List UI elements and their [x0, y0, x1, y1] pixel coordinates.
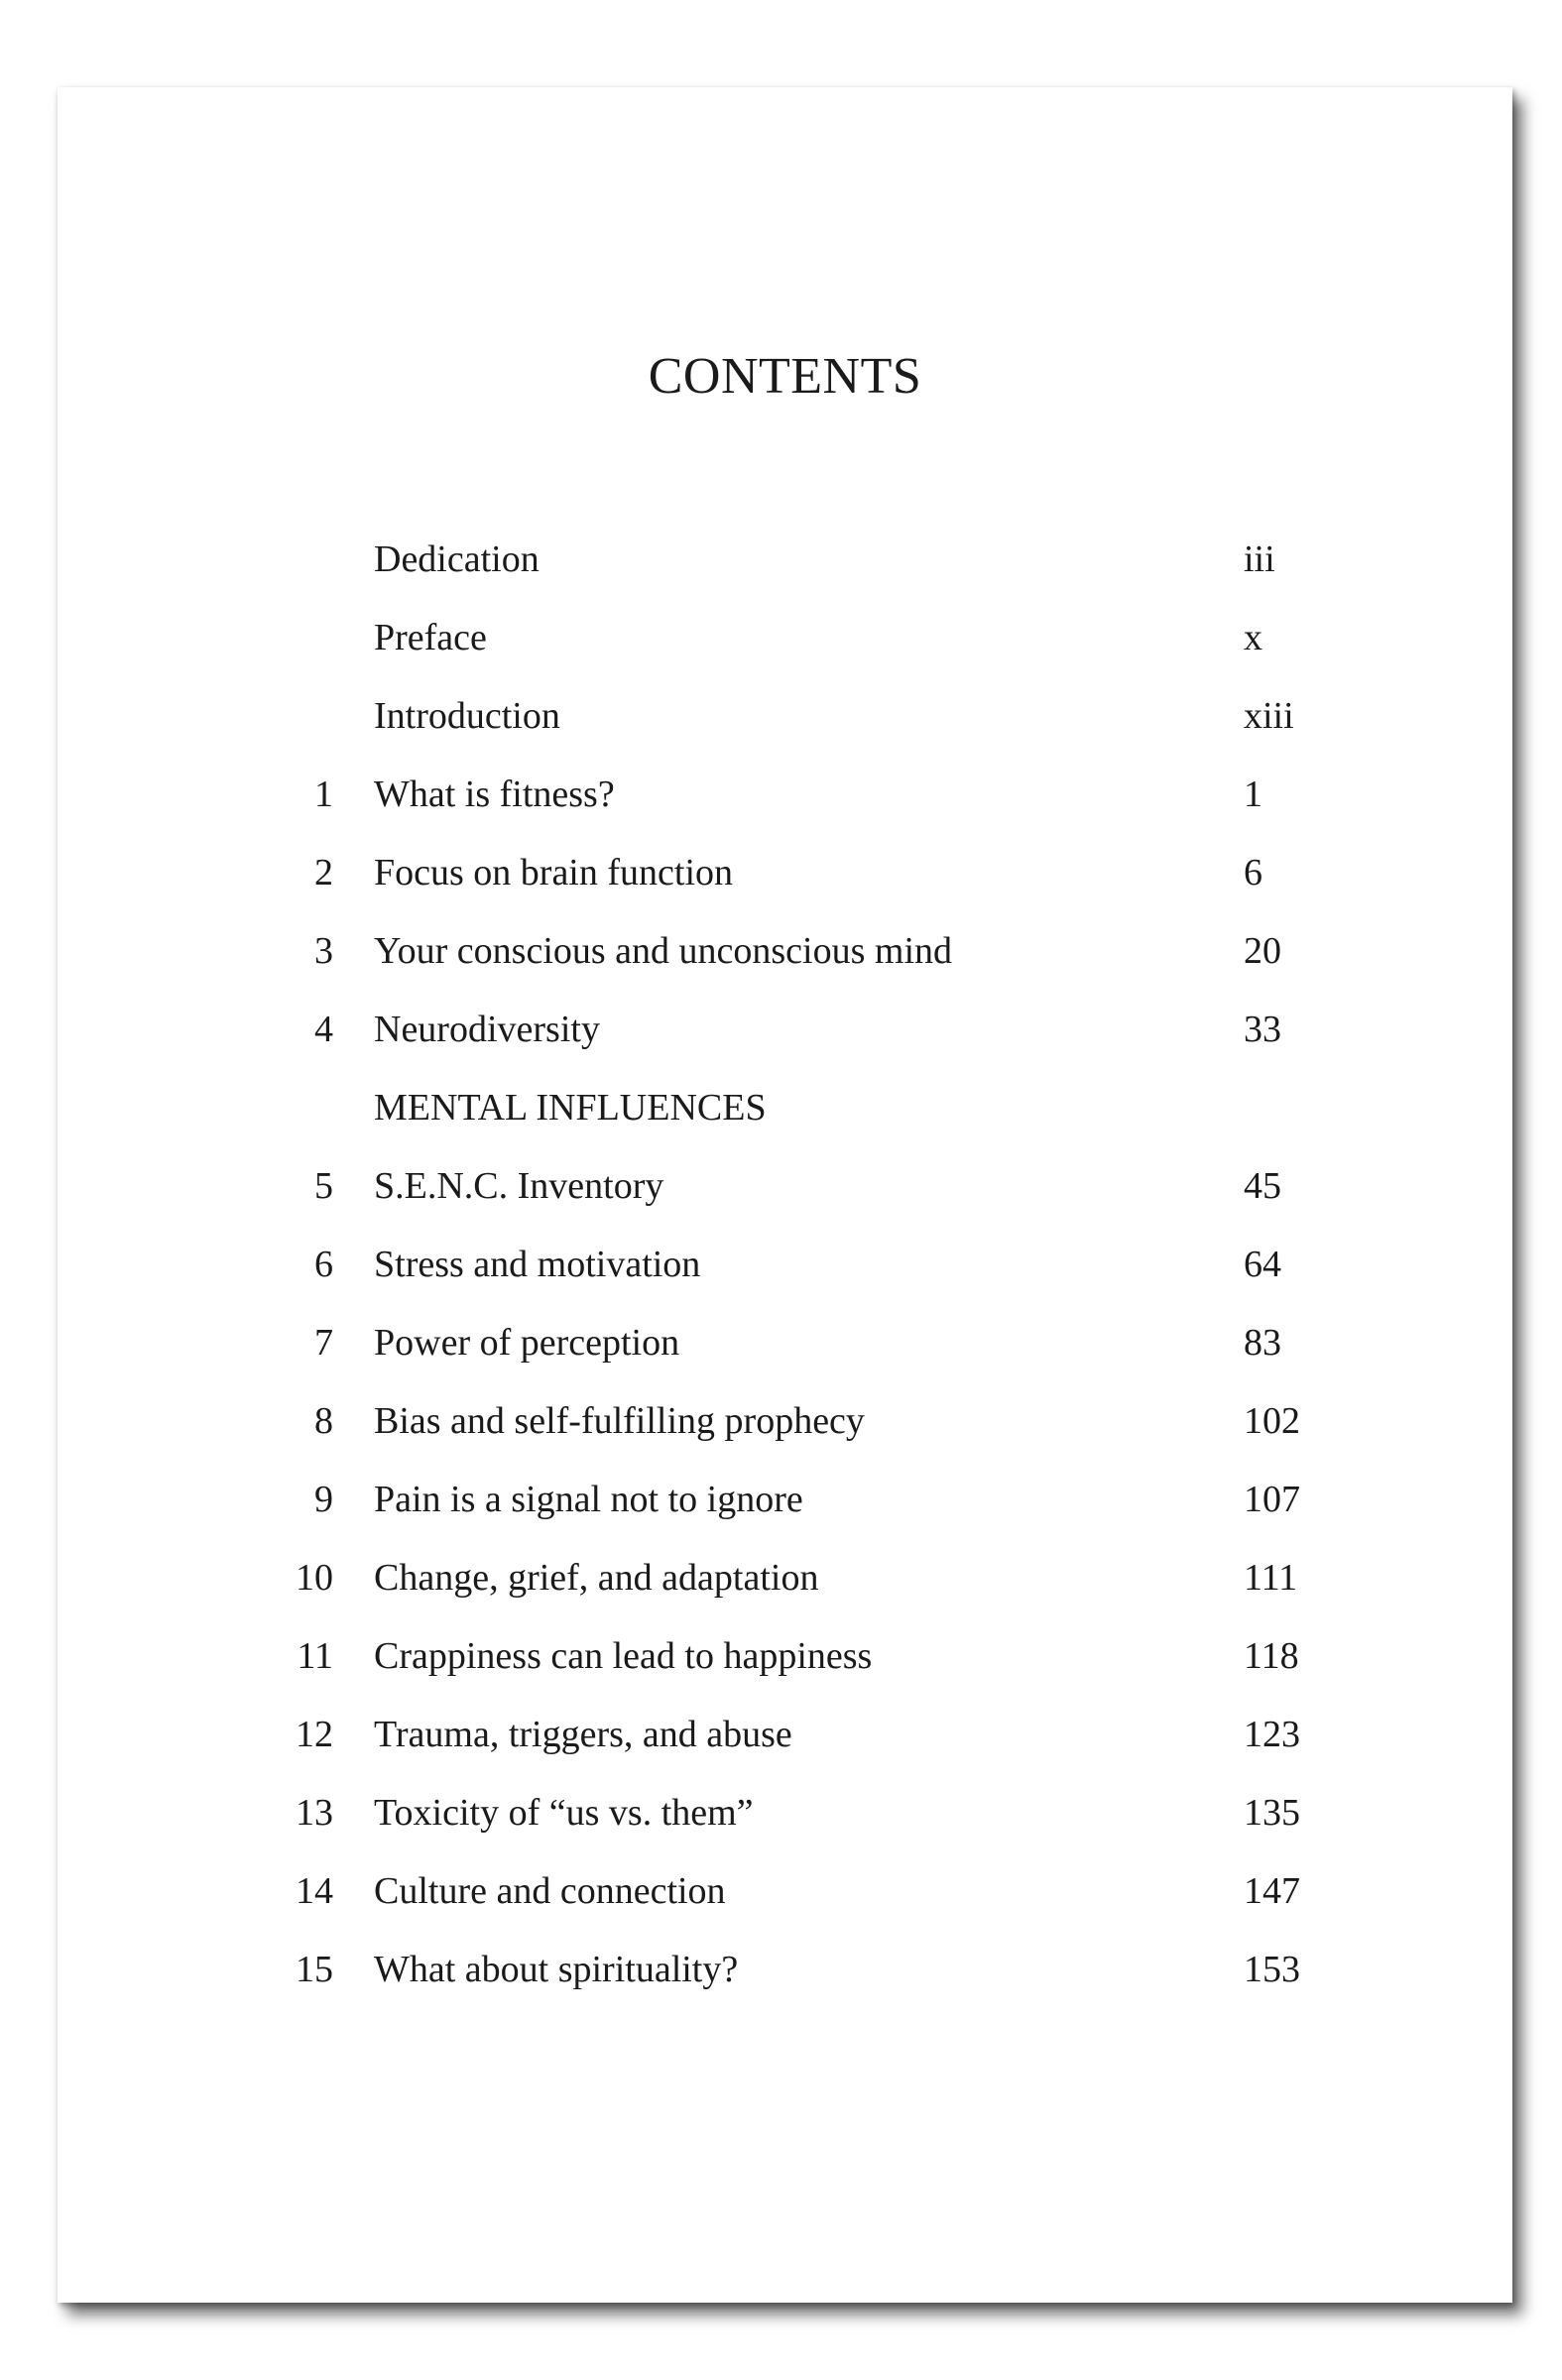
page-number: 20: [1244, 930, 1281, 972]
page-number: 107: [1244, 1479, 1300, 1520]
toc-entry: [58, 1382, 1512, 1461]
toc-entry: [58, 1696, 1512, 1774]
page-number: 123: [1244, 1714, 1300, 1755]
toc-entry: [58, 1304, 1512, 1382]
chapter-title: Change, grief, and adaptation: [374, 1557, 819, 1599]
chapter-number: 1: [314, 774, 333, 815]
toc-entry: [58, 1539, 1512, 1617]
toc-entry: [58, 1617, 1512, 1696]
chapter-number: 2: [314, 852, 333, 893]
page-number: 111: [1244, 1557, 1298, 1599]
page-number: 83: [1244, 1322, 1281, 1364]
page-number: x: [1244, 617, 1262, 658]
chapter-number: 3: [314, 930, 333, 972]
toc-entry: [58, 912, 1512, 991]
chapter-number: 12: [296, 1714, 333, 1755]
chapter-title: Introduction: [374, 695, 560, 737]
toc-entry: [58, 1147, 1512, 1226]
chapter-title: What is fitness?: [374, 774, 615, 815]
chapter-number: 9: [314, 1479, 333, 1520]
page-number: 64: [1244, 1244, 1281, 1285]
chapter-number: 10: [296, 1557, 333, 1599]
chapter-title: Crappiness can lead to happiness: [374, 1635, 873, 1677]
page-number: 153: [1244, 1949, 1300, 1990]
chapter-title: Preface: [374, 617, 487, 658]
chapter-number: 7: [314, 1322, 333, 1364]
chapter-number: 4: [314, 1009, 333, 1050]
chapter-number: 6: [314, 1244, 333, 1285]
toc-entry: [58, 599, 1512, 677]
chapter-title: Dedication: [374, 538, 540, 580]
chapter-title: Trauma, triggers, and abuse: [374, 1714, 792, 1755]
toc-entry: [58, 1852, 1512, 1931]
page-number: 135: [1244, 1792, 1300, 1834]
page-number: xiii: [1244, 695, 1294, 737]
toc-entry: [58, 834, 1512, 912]
toc-section-heading: [58, 1069, 1512, 1147]
toc-entry: [58, 1931, 1512, 2009]
chapter-number: 13: [296, 1792, 333, 1834]
toc-entry: [58, 1461, 1512, 1539]
chapter-title: Pain is a signal not to ignore: [374, 1479, 803, 1520]
toc-entry: [58, 991, 1512, 1069]
chapter-title: Stress and motivation: [374, 1244, 701, 1285]
page-number: 33: [1244, 1009, 1281, 1050]
toc-entry: [58, 521, 1512, 599]
chapter-title: Focus on brain function: [374, 852, 734, 893]
page-number: iii: [1244, 538, 1275, 580]
chapter-number: 11: [297, 1635, 333, 1677]
chapter-title: Your conscious and unconscious mind: [374, 930, 953, 972]
toc-entry: [58, 1774, 1512, 1852]
chapter-title: Neurodiversity: [374, 1009, 600, 1050]
page-number: 6: [1244, 852, 1262, 893]
chapter-number: 5: [314, 1165, 333, 1207]
toc-entry: [58, 756, 1512, 834]
chapter-title: Power of perception: [374, 1322, 680, 1364]
page-number: 102: [1244, 1400, 1300, 1442]
page-number: 1: [1244, 774, 1262, 815]
chapter-number: 15: [296, 1949, 333, 1990]
toc-entry: [58, 1226, 1512, 1304]
chapter-number: 8: [314, 1400, 333, 1442]
toc-entry: [58, 677, 1512, 756]
chapter-title: Toxicity of “us vs. them”: [374, 1792, 754, 1834]
page-number: 45: [1244, 1165, 1281, 1207]
chapter-title: Culture and connection: [374, 1870, 726, 1912]
section-title: MENTAL INFLUENCES: [374, 1087, 767, 1129]
book-page: [58, 87, 1512, 2303]
chapter-number: 14: [296, 1870, 333, 1912]
table-of-contents: [58, 521, 1512, 2009]
page-number: 147: [1244, 1870, 1300, 1912]
chapter-title: S.E.N.C. Inventory: [374, 1165, 664, 1207]
chapter-title: What about spirituality?: [374, 1949, 739, 1990]
page-title: CONTENTS: [648, 348, 922, 405]
page-number: 118: [1244, 1635, 1299, 1677]
chapter-title: Bias and self-fulfilling prophecy: [374, 1400, 865, 1442]
